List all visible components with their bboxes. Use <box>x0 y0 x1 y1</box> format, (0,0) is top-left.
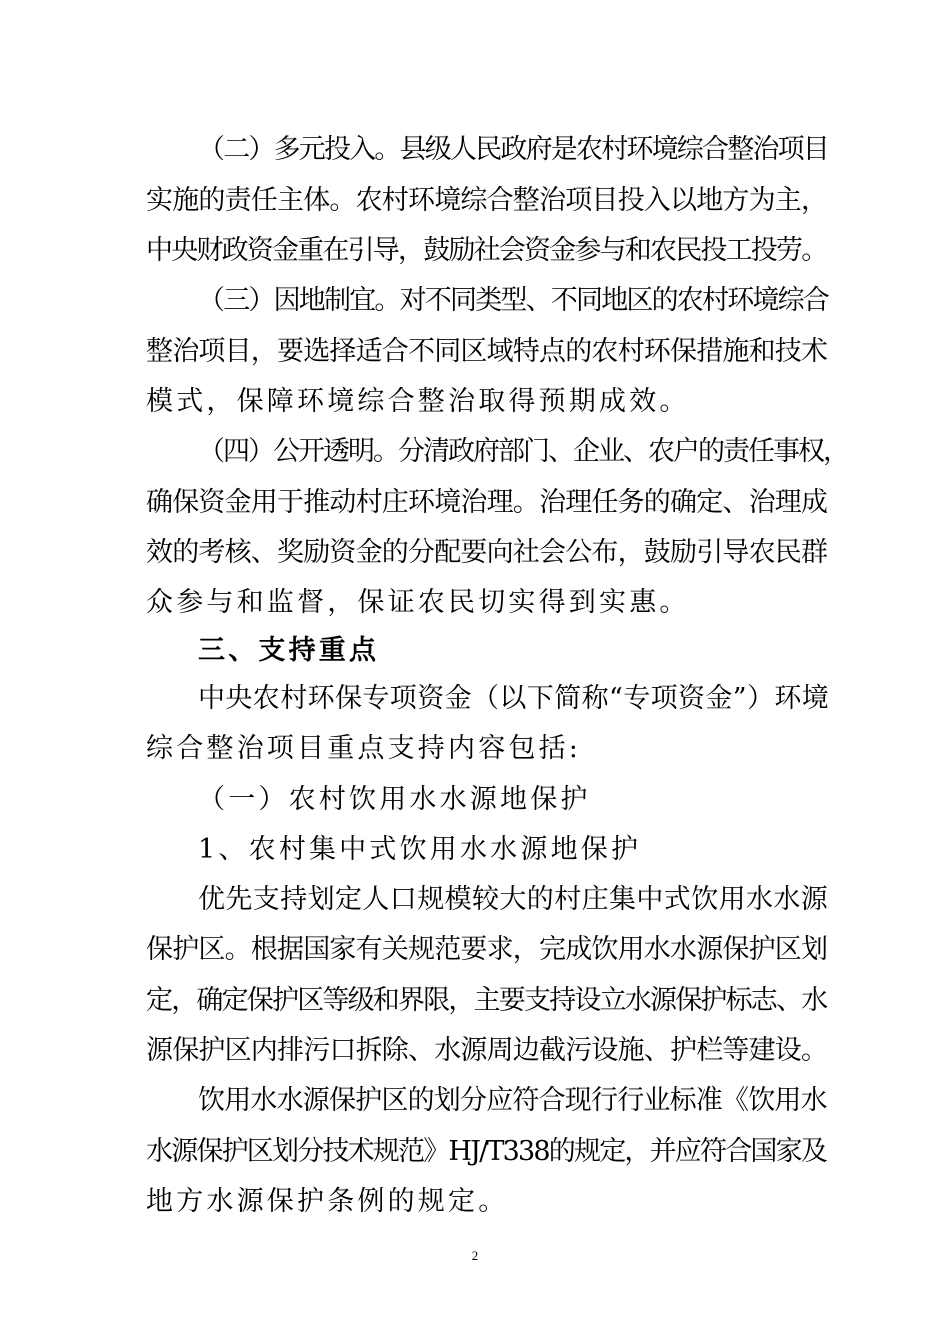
paragraph-line: 保护区。根据国家有关规范要求，完成饮用水水源保护区划 <box>146 934 828 965</box>
paragraph-line: 整治项目，要选择适合不同区域特点的农村环保措施和技术 <box>146 336 828 367</box>
paragraph-line: （四）公开透明。分清政府部门、企业、农户的责任事权， <box>198 436 848 467</box>
paragraph-line: 中央农村环保专项资金（以下简称“专项资金”）环境 <box>198 683 830 714</box>
paragraph-line: 效的考核、奖励资金的分配要向社会公布，鼓励引导农民群 <box>146 537 828 568</box>
paragraph-line: 中央财政资金重在引导，鼓励社会资金参与和农民投工投劳。 <box>146 235 827 266</box>
page-number: 2 <box>471 1248 479 1263</box>
paragraph-line: 确保资金用于推动村庄环境治理。治理任务的确定、治理成 <box>146 487 828 518</box>
paragraph-line: 优先支持划定人口规模较大的村庄集中式饮用水水源 <box>198 884 829 915</box>
subsection-heading: （一）农村饮用水水源地保护 <box>198 784 591 815</box>
paragraph-line: 定，确定保护区等级和界限，主要支持设立水源保护标志、水 <box>146 985 827 1016</box>
subsection-heading: 1、农村集中式饮用水水源地保护 <box>198 834 642 865</box>
section-heading: 三、支持重点 <box>198 635 380 666</box>
paragraph-line: 饮用水水源保护区的划分应符合现行行业标准《饮用水 <box>198 1085 827 1116</box>
paragraph-line: （三）因地制宜。对不同类型、不同地区的农村环境综合 <box>198 285 828 316</box>
paragraph-line: 模式，保障环境综合整治取得预期成效。 <box>146 386 690 417</box>
paragraph-line: 地方水源保护条例的规定。 <box>146 1186 509 1217</box>
paragraph-line: 众参与和监督，保证农民切实得到实惠。 <box>146 587 690 618</box>
paragraph-line: （二）多元投入。县级人民政府是农村环境综合整治项目 <box>198 134 828 165</box>
paragraph-line: 水源保护区划分技术规范》HJ/T338的规定，并应符合国家及 <box>146 1136 827 1167</box>
paragraph-line: 实施的责任主体。农村环境综合整治项目投入以地方为主， <box>146 185 828 216</box>
paragraph-line: 综合整治项目重点支持内容包括: <box>146 733 582 764</box>
paragraph-line: 源保护区内排污口拆除、水源周边截污设施、护栏等建设。 <box>146 1035 828 1066</box>
